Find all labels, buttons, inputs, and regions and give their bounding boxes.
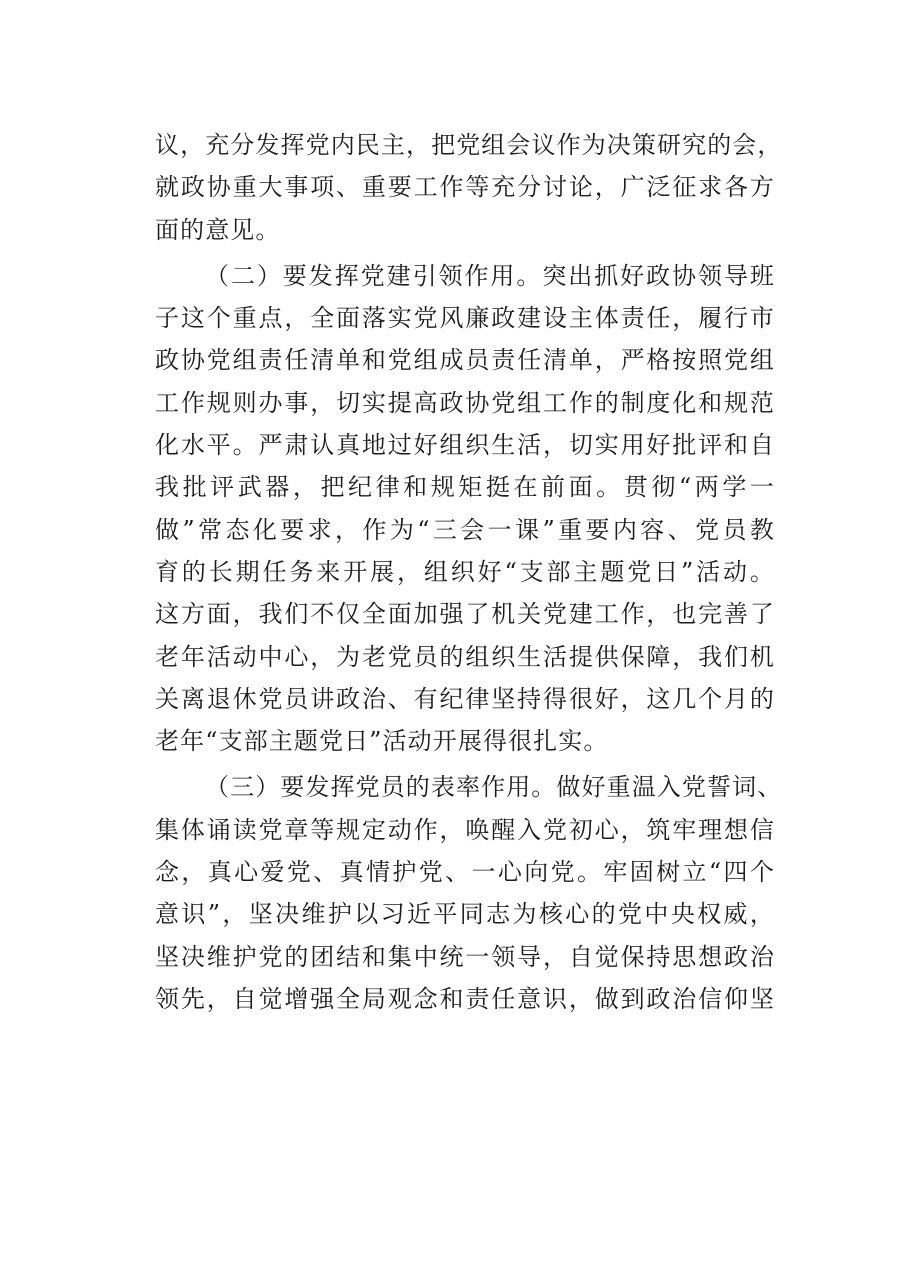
text-line: 这方面，我们不仅全面加强了机关党建工作，也完善了 [155, 600, 775, 629]
text-line: 议，充分发挥党内民主，把党组会议作为决策研究的会， [155, 131, 783, 159]
paragraph-3 [155, 766, 783, 1020]
text-line: 子这个重点，全面落实党风廉政建设主体责任，履行市 [155, 304, 775, 333]
paragraph-2 [155, 255, 775, 763]
paragraph-1 [155, 124, 783, 251]
text-line: 坚决维护党的团结和集中统一领导，自觉保持思想政治 [155, 942, 775, 971]
text-line: （二）要发挥党建引领作用。突出抓好政协领导班 [205, 261, 775, 290]
text-line: 我批评武器，把纪律和规矩挺在前面。贯彻“两学一 [155, 473, 775, 502]
text-line: 领先，自觉增强全局观念和责任意识，做到政治信仰坚 [155, 984, 775, 1013]
text-line: 育的长期任务来开展，组织好“支部主题党日”活动。 [155, 557, 775, 586]
text-line: 就政协重大事项、重要工作等充分讨论，广泛征求各方 [155, 173, 775, 202]
text-line: 意识”，坚决维护以习近平同志为核心的党中央权威， [155, 900, 775, 929]
text-line: 工作规则办事，切实提高政协党组工作的制度化和规范 [155, 388, 775, 417]
text-line: 政协党组责任清单和党组成员责任清单，严格按照党组 [155, 346, 775, 375]
text-line: 做”常态化要求，作为“三会一课”重要内容、党员教 [155, 515, 775, 544]
text-line: 面的意见。 [155, 215, 281, 244]
text-line: （三）要发挥党员的表率作用。做好重温入党誓词、 [205, 773, 783, 802]
document-body [155, 124, 783, 1020]
text-line: 念，真心爱党、真情护党、一心向党。牢固树立“四个 [155, 858, 775, 887]
text-line: 化水平。严肃认真地过好组织生活，切实用好批评和自 [155, 431, 775, 460]
text-line: 老年活动中心，为老党员的组织生活提供保障，我们机 [155, 642, 775, 671]
text-line: 关离退休党员讲政治、有纪律坚持得很好，这几个月的 [155, 684, 775, 713]
text-line: 集体诵读党章等规定动作，唤醒入党初心，筑牢理想信 [155, 815, 775, 844]
text-line: 老年“支部主题党日”活动开展得很扎实。 [155, 727, 609, 756]
